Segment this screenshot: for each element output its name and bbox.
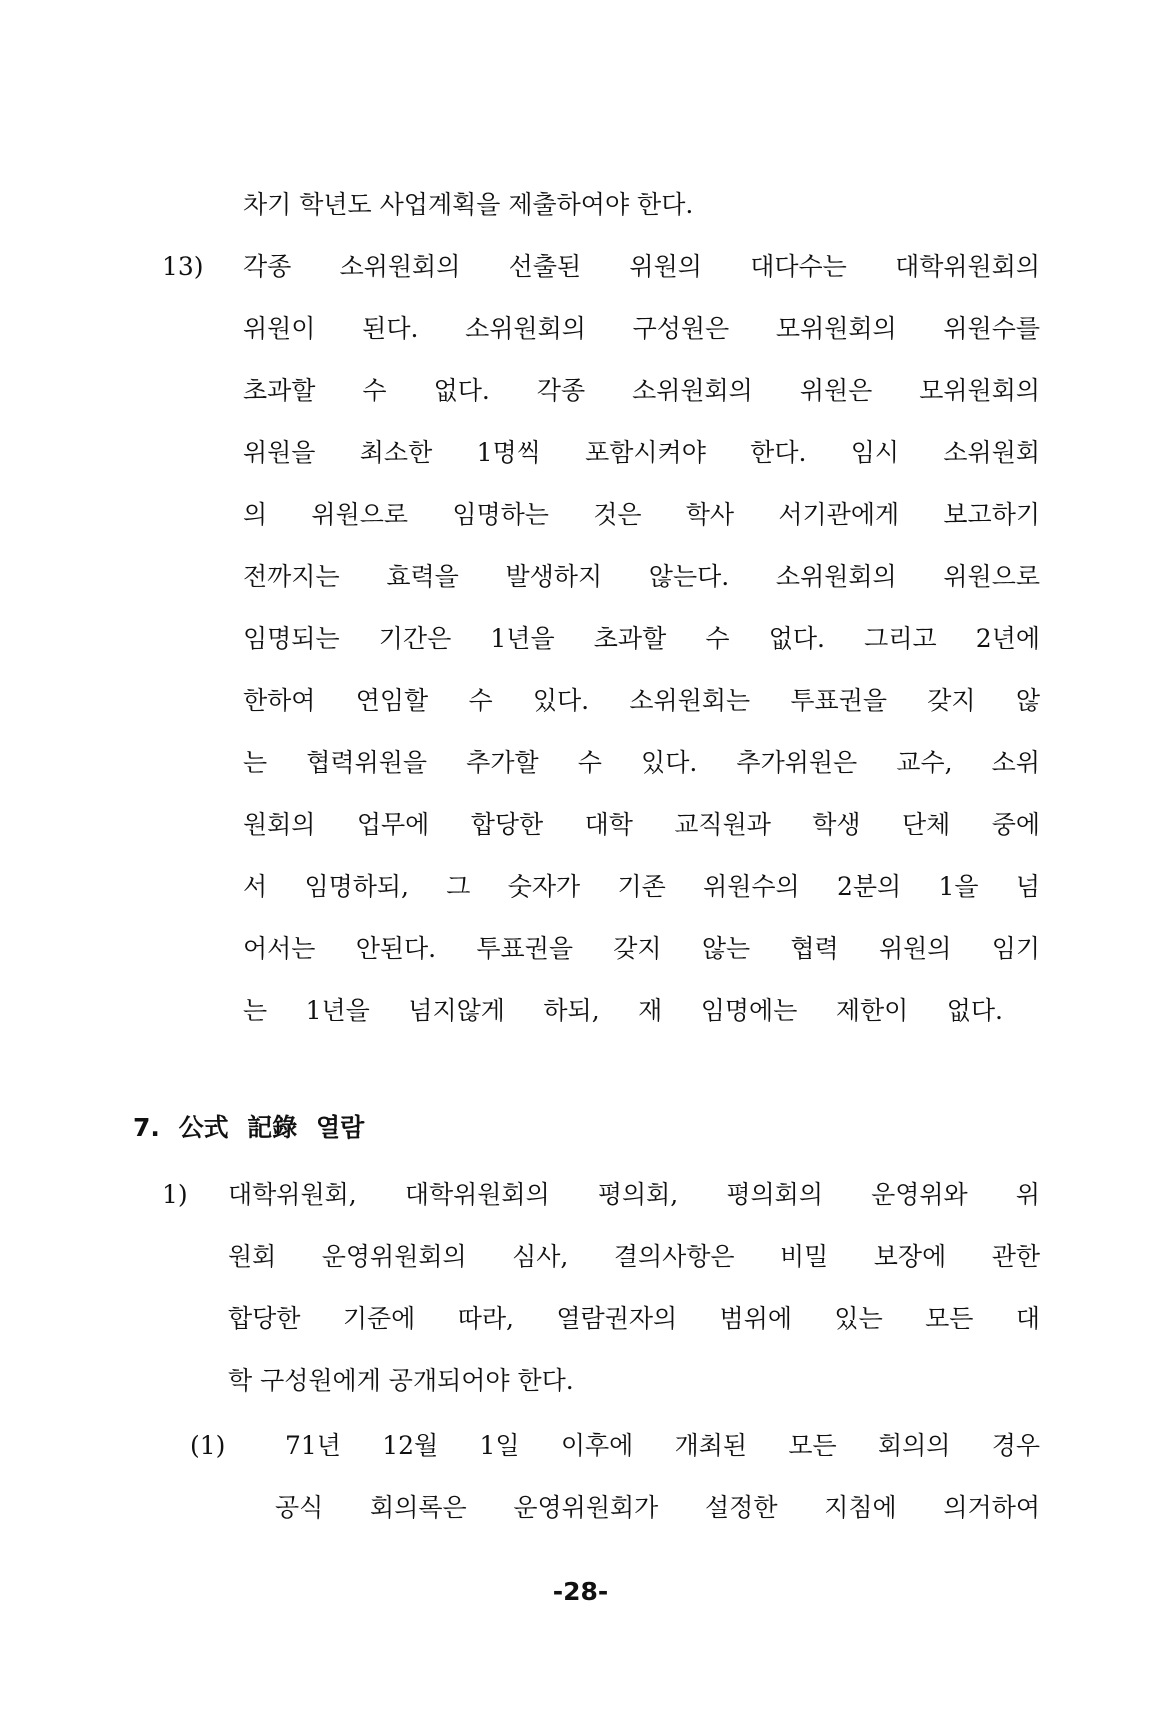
- page-number: -28-: [552, 1577, 609, 1606]
- item-13-line: 각종 소위원회의 선출된 위원의 대다수는 대학위원회의: [243, 252, 1040, 281]
- section-7-heading: 7. 公式 記錄 열람: [133, 1113, 365, 1142]
- section-7-item-1-line: 원회 운영위원회의 심사, 결의사항은 비밀 보장에 관한: [228, 1242, 1040, 1271]
- section-7-sub-item-1-number: (1): [190, 1431, 226, 1460]
- item-13-line: 전까지는 효력을 발생하지 않는다. 소위원회의 위원으로: [243, 562, 1040, 591]
- item-13-line: 는 1년을 넘지않게 하되, 재 임명에는 제한이 없다.: [243, 996, 1003, 1025]
- item-13-line: 초과할 수 없다. 각종 소위원회의 위원은 모위원회의: [243, 376, 1040, 405]
- item-13-line: 의 위원으로 임명하는 것은 학사 서기관에게 보고하기: [243, 500, 1040, 529]
- section-7-sub-item-1-line: 71년 12월 1일 이후에 개최된 모든 회의의 경우: [285, 1431, 1040, 1460]
- item-13-line: 한하여 연임할 수 있다. 소위원회는 투표권을 갖지 않: [243, 686, 1040, 715]
- section-7-item-1-line: 대학위원회, 대학위원회의 평의회, 평의회의 운영위와 위: [228, 1180, 1040, 1209]
- section-7-item-1-number: 1): [162, 1180, 188, 1209]
- item-13-number: 13): [162, 252, 204, 281]
- item-13-line: 위원을 최소한 1명씩 포함시켜야 한다. 임시 소위원회: [243, 438, 1040, 467]
- section-7-item-1-line: 학 구성원에게 공개되어야 한다.: [228, 1366, 574, 1395]
- item-13-line: 임명되는 기간은 1년을 초과할 수 없다. 그리고 2년에: [243, 624, 1040, 653]
- continuation-line: 차기 학년도 사업계획을 제출하여야 한다.: [243, 190, 694, 219]
- item-13-line: 어서는 안된다. 투표권을 갖지 않는 협력 위원의 임기: [243, 934, 1040, 963]
- item-13-line: 원회의 업무에 합당한 대학 교직원과 학생 단체 중에: [243, 810, 1040, 839]
- section-7-item-1-line: 합당한 기준에 따라, 열람권자의 범위에 있는 모든 대: [228, 1304, 1040, 1333]
- item-13-line: 서 임명하되, 그 숫자가 기존 위원수의 2분의 1을 넘: [243, 872, 1040, 901]
- item-13-line: 위원이 된다. 소위원회의 구성원은 모위원회의 위원수를: [243, 314, 1040, 343]
- item-13-line: 는 협력위원을 추가할 수 있다. 추가위원은 교수, 소위: [243, 748, 1040, 777]
- section-7-sub-item-1-line: 공식 회의록은 운영위원회가 설정한 지침에 의거하여: [275, 1493, 1040, 1522]
